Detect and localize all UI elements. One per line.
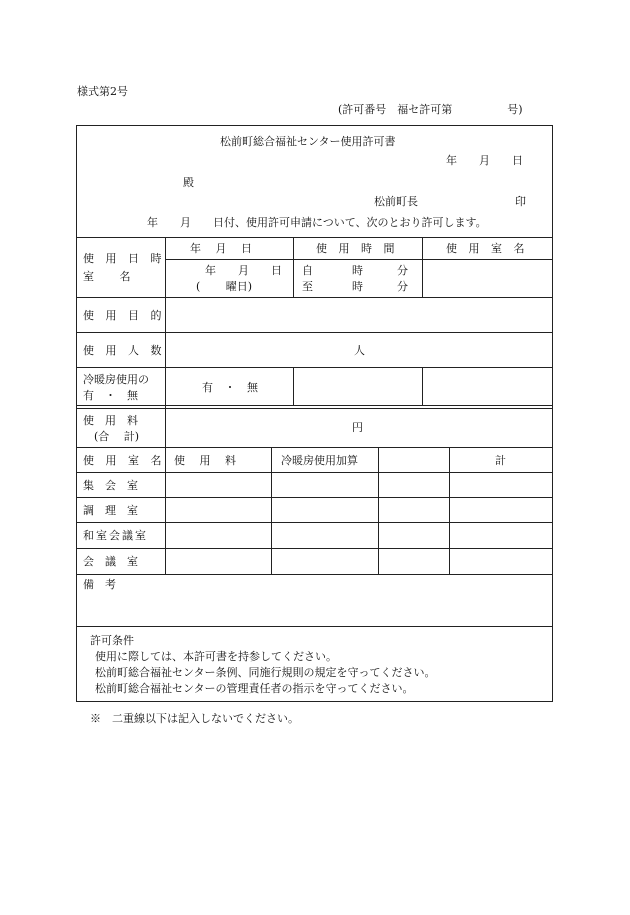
form-number: 様式第2号 bbox=[77, 85, 128, 98]
footnote: ※ 二重線以下は記入しないでください。 bbox=[90, 712, 299, 725]
addressee-suffix: 殿 bbox=[183, 176, 194, 189]
label-purpose: 使 用 目 的 bbox=[83, 309, 166, 322]
time-from-minute: 分 bbox=[397, 264, 408, 277]
conditions-title: 許可条件 bbox=[90, 634, 134, 647]
header-date: 年 月 日 bbox=[190, 242, 252, 255]
time-to-label: 至 bbox=[302, 280, 313, 293]
label-aircon-line2: 有 ・ 無 bbox=[83, 389, 138, 402]
fee-row-room: 調 理 室 bbox=[83, 504, 138, 517]
condition-item: 松前町総合福祉センターの管理責任者の指示を守ってください。 bbox=[95, 682, 414, 695]
seal-mark: 印 bbox=[515, 195, 526, 208]
date-field: 年 月 日 bbox=[205, 264, 282, 277]
issuer-name: 松前町長 bbox=[374, 195, 418, 208]
fee-header-room: 使 用 室 名 bbox=[83, 454, 166, 467]
fee-header-fee: 使 用 料 bbox=[174, 454, 236, 467]
label-aircon-line1: 冷暖房使用の bbox=[83, 373, 149, 386]
issue-date: 年 月 日 bbox=[446, 154, 523, 167]
permit-form bbox=[76, 125, 553, 702]
condition-item: 松前町総合福祉センター条例、同施行規則の規定を守ってください。 bbox=[95, 666, 436, 679]
headcount-unit: 人 bbox=[354, 344, 365, 357]
permit-statement: 年 月 日付、使用許可申請について、次のとおり許可します。 bbox=[147, 216, 487, 229]
rule-schedule-top bbox=[76, 237, 552, 238]
label-usage-datetime: 使 用 日 時 bbox=[83, 252, 166, 265]
col-schedule-div-1 bbox=[293, 237, 294, 298]
header-room: 使 用 室 名 bbox=[446, 242, 529, 255]
double-rule-a bbox=[76, 405, 552, 406]
label-fee-line2: (合 計) bbox=[94, 430, 140, 443]
rule-purpose-top bbox=[76, 297, 552, 298]
permit-title: 松前町総合福祉センター使用許可書 bbox=[220, 135, 396, 148]
col-label-divider bbox=[165, 237, 166, 448]
fee-row-room: 集 会 室 bbox=[83, 479, 138, 492]
fee-header-aircon: 冷暖房使用加算 bbox=[281, 454, 358, 467]
rule-headcount-top bbox=[76, 332, 552, 333]
time-to-minute: 分 bbox=[397, 280, 408, 293]
fee-row-room: 会 議 室 bbox=[83, 555, 138, 568]
col-aircon-div-1 bbox=[293, 367, 294, 406]
double-rule-b bbox=[76, 408, 552, 409]
permit-number: (許可番号 福セ許可第 号) bbox=[338, 103, 523, 116]
time-from-label: 自 bbox=[302, 264, 313, 277]
label-headcount: 使 用 人 数 bbox=[83, 344, 166, 357]
header-usage-time: 使 用 時 間 bbox=[316, 242, 399, 255]
rule-remarks-top bbox=[76, 574, 552, 575]
col-fee-table-div-3 bbox=[378, 447, 379, 575]
rule-schedule-mid bbox=[166, 259, 552, 260]
col-schedule-div-2 bbox=[422, 237, 423, 298]
label-remarks: 備 考 bbox=[83, 578, 116, 591]
col-aircon-div-2 bbox=[422, 367, 423, 406]
rule-fee-table-top bbox=[76, 447, 552, 448]
time-from-hour: 時 bbox=[352, 264, 363, 277]
fee-header-total: 計 bbox=[495, 454, 506, 467]
aircon-choice: 有 ・ 無 bbox=[202, 381, 262, 394]
rule-row-2 bbox=[76, 497, 552, 498]
rule-row-3 bbox=[76, 522, 552, 523]
rule-aircon-top bbox=[76, 367, 552, 368]
rule-row-1 bbox=[76, 472, 552, 473]
fee-unit: 円 bbox=[352, 421, 363, 434]
label-fee-line1: 使 用 料 bbox=[83, 414, 138, 427]
condition-item: 使用に際しては、本許可書を持参してください。 bbox=[95, 650, 337, 663]
fee-row-room: 和室会議室 bbox=[83, 529, 148, 542]
rule-conditions-top bbox=[76, 626, 552, 627]
col-fee-table-div-2 bbox=[271, 447, 272, 575]
weekday-field: ( 曜日) bbox=[196, 280, 253, 293]
rule-row-4 bbox=[76, 548, 552, 549]
label-room-name: 室 名 bbox=[83, 270, 131, 283]
col-fee-table-div-4 bbox=[449, 447, 450, 575]
time-to-hour: 時 bbox=[352, 280, 363, 293]
